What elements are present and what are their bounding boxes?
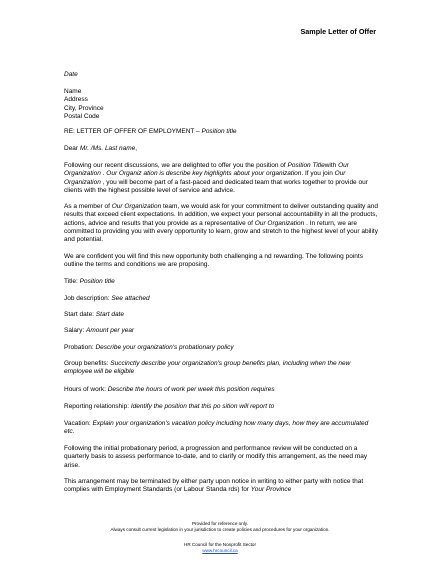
term-value: Describe the hours of work per week this position requires xyxy=(107,386,275,393)
paragraph-intro xyxy=(64,162,380,195)
address-line: Address xyxy=(64,96,88,104)
term-label: Vacation: xyxy=(64,420,93,427)
term-value: Explain your organization's vacation policy including how many days, how they are accumulated etc. xyxy=(64,420,369,436)
text: team, we would ask for your commitment to deliver outstanding quality and results that exceed client expectations. In addition, we expect your personal accountability in all the products, actions, advice and results that you provide as a representative of xyxy=(64,203,378,227)
salutation-prefix: Dear xyxy=(64,145,80,152)
term-title xyxy=(64,278,380,286)
date-placeholder: Date xyxy=(64,71,78,78)
text-italic: Our Organization xyxy=(254,219,305,227)
text-italic: Our Organization . Our Organiz ation is describe key highlights about your organization xyxy=(64,162,349,178)
term-value: Position title xyxy=(79,278,115,285)
address-line: Name xyxy=(64,88,82,95)
term-label: Salary: xyxy=(64,327,87,334)
text: Following our recent discussions, we are delighted to offer you the position of xyxy=(64,162,288,169)
term-value: Describe your organization's probationary policy xyxy=(95,344,234,351)
text: This arrangement may be terminated by either party upon notice in writing to either party with notice that complies with Employment Standards (or Labour Standa rds) for xyxy=(64,478,364,494)
term-value: Succinctly describe your organization's group benefits plan, including when the new employee will be eligible xyxy=(64,360,351,376)
paragraph-probation-review: Following the initial probationary period, a progression and performance review will be conducted on a quarterly basis to assess performance to-date, and to clarify or modify this arrangement, as the need may arise. xyxy=(64,445,368,469)
document-heading: Sample Letter of Offer xyxy=(300,27,376,36)
paragraph-confidence: We are confident you will find this new opportunity both challenging a nd rewarding. The following points outline the terms and conditions we are proposing. xyxy=(64,253,363,269)
term-reporting-relationship xyxy=(64,403,380,411)
footer-disclaimer xyxy=(0,521,440,533)
subject-position: Position title xyxy=(201,128,237,135)
term-label: Job description: xyxy=(64,295,112,302)
salutation-suffix: , xyxy=(135,145,138,152)
footer-website-link[interactable]: www.hrcouncil.ca xyxy=(202,547,238,553)
text: As a member of xyxy=(64,203,112,210)
text: , you will become part of a fast-paced and dedicated team that works together to provide our clients with the highest possible level of service and advice. xyxy=(64,178,368,194)
address-line: City, Province xyxy=(64,104,104,112)
text-italic: Position Title xyxy=(287,162,325,169)
term-job-description xyxy=(64,295,380,303)
text-italic: Our Organization xyxy=(111,203,162,210)
text: with xyxy=(324,162,339,169)
recipient-address xyxy=(64,88,380,121)
term-salary xyxy=(64,327,380,335)
footer-line: Provided for reference only. xyxy=(191,521,249,526)
text-italic: Your Province xyxy=(250,486,292,494)
subject-line xyxy=(64,128,380,136)
footer-source xyxy=(0,542,440,554)
term-start-date xyxy=(64,311,380,319)
address-line: Postal Code xyxy=(64,112,100,120)
term-value: Identify the position that this po sition will report to xyxy=(130,403,275,410)
term-label: Title: xyxy=(64,278,80,285)
term-probation xyxy=(64,344,380,352)
text: . If you join xyxy=(301,170,335,178)
term-label: Reporting relationship: xyxy=(64,403,131,410)
term-label: Start date: xyxy=(64,311,96,318)
footer-line: Always consult current legislation in your jurisdiction to create policies and procedures for your organization. xyxy=(110,526,330,532)
term-vacation xyxy=(64,420,380,437)
salutation xyxy=(64,145,380,153)
term-group-benefits xyxy=(64,360,380,377)
salutation-name: Mr. /Ms. Last name xyxy=(79,145,136,152)
paragraph-termination xyxy=(64,478,380,495)
term-value: Start date xyxy=(95,311,124,318)
subject-prefix: RE: LETTER OF OFFER OF EMPLOYMENT – xyxy=(64,128,202,135)
term-value: See attached xyxy=(111,295,150,302)
footer-organization: HR Council for the Nonprofit Sector xyxy=(184,542,256,547)
text-italic: Our Organization xyxy=(64,170,346,186)
term-label: Probation: xyxy=(64,344,96,351)
term-value: Amount per year xyxy=(86,327,135,334)
term-label: Group benefits: xyxy=(64,360,111,367)
text: . In return, we are committed to providing you with every opportunity to learn, grow and stretch to the highest level of your ability and potential. xyxy=(64,219,378,244)
term-hours-of-work xyxy=(64,386,380,394)
term-label: Hours of work: xyxy=(64,386,108,393)
paragraph-commitment xyxy=(64,203,380,244)
